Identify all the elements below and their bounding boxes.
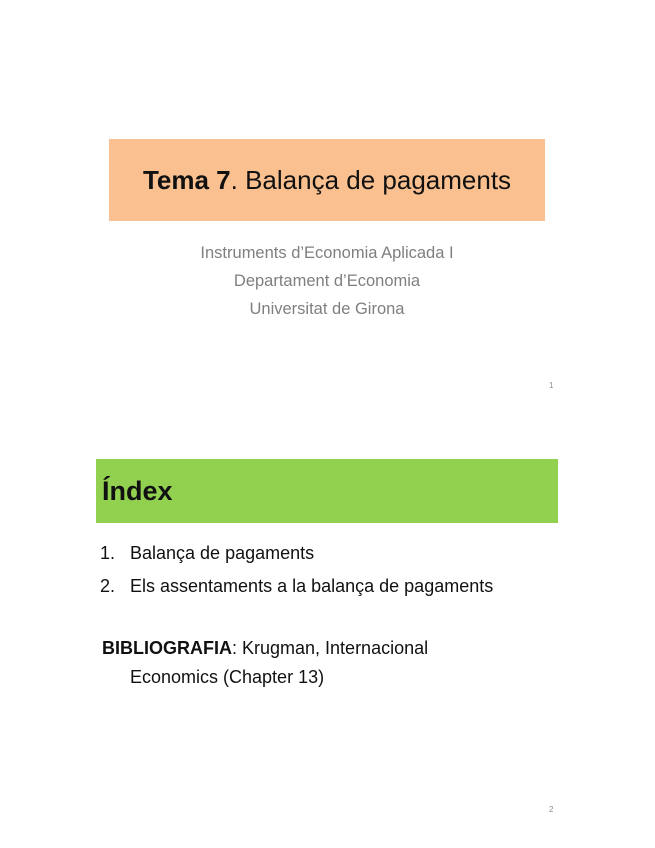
- bibliography-label: BIBLIOGRAFIA: [102, 638, 232, 658]
- list-item-number: 1.: [100, 543, 116, 563]
- title-bold: Tema 7: [142, 164, 231, 195]
- list-item-text: Balança de pagaments: [130, 543, 315, 563]
- bibliography-line-1: [102, 638, 428, 658]
- list-item: [100, 570, 493, 603]
- subtitle-line-2: Departament d’Economia: [233, 272, 421, 290]
- index-heading: Índex: [102, 475, 173, 506]
- subtitle-line-1: Instruments d’Economia Aplicada I: [200, 244, 454, 262]
- list-item-text: Els assentaments a la balança de pagaments: [130, 576, 494, 596]
- title-box: [109, 139, 545, 221]
- list-item: [100, 537, 493, 570]
- slide-title: [143, 165, 511, 196]
- list-item-number: 2.: [100, 576, 116, 596]
- page-number: 2: [549, 805, 554, 814]
- bibliography: [102, 634, 428, 692]
- subtitle-line-3: Universitat de Girona: [249, 300, 405, 318]
- index-list: [100, 537, 493, 603]
- page-number: 1: [549, 381, 554, 390]
- index-heading-box: [96, 459, 558, 523]
- slide-2: [0, 424, 655, 848]
- bibliography-text-2: Economics (Chapter 13): [130, 667, 325, 687]
- title-rest: . Balança de pagaments: [230, 164, 512, 195]
- bibliography-text-1: : Krugman, Internacional: [232, 638, 429, 658]
